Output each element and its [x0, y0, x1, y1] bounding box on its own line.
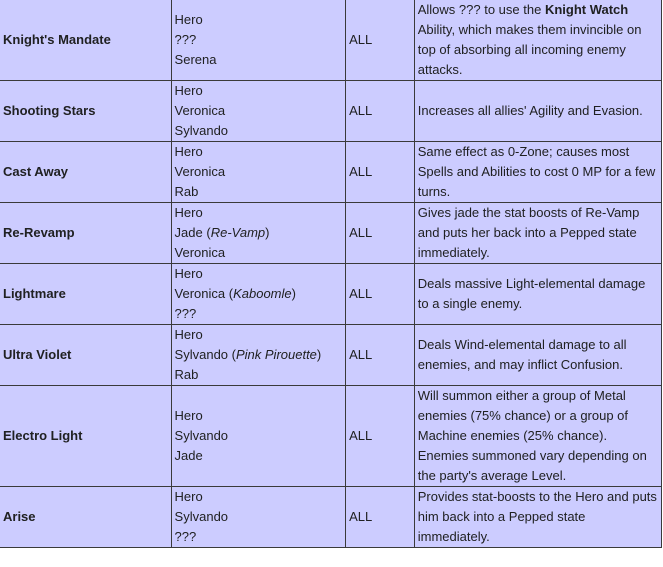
table-row — [0, 264, 662, 325]
effect-text: Deals massive Light-elemental damage to a single enemy. — [417, 276, 646, 311]
party-member: Jade (Re-Vamp) — [174, 225, 270, 240]
target-cell: ALL — [346, 203, 415, 264]
party-member — [175, 142, 343, 162]
party-member — [175, 182, 343, 202]
party-member-name: Veronica — [174, 103, 226, 118]
party-member — [175, 325, 343, 345]
party-member-name: Veronica — [174, 245, 226, 260]
effect-text: Allows ??? to use the — [417, 2, 545, 17]
party-member-ability: Re-Vamp — [210, 225, 266, 240]
party-member — [175, 203, 343, 223]
party-member — [175, 406, 343, 426]
effect-cell — [414, 0, 661, 81]
party-member-name: Sylvando — [174, 123, 229, 138]
party-member — [175, 101, 343, 121]
target-cell: ALL — [346, 325, 415, 386]
party-member: Veronica (Kaboomle) — [174, 286, 296, 301]
party-member-name: Veronica — [174, 286, 226, 301]
pep-power-name: Re-Revamp — [0, 203, 171, 264]
party-member — [175, 243, 343, 263]
party-member — [175, 446, 343, 466]
target-cell: ALL — [346, 264, 415, 325]
party-member — [175, 50, 343, 70]
effect-bold-text: Knight Watch — [544, 2, 629, 17]
effect-text: Increases all allies' Agility and Evasion. — [417, 103, 643, 118]
party-member — [175, 264, 343, 284]
table-row — [0, 0, 662, 81]
party-member-name: Sylvando — [174, 428, 229, 443]
party-member-ability: Pink Pirouette — [235, 347, 317, 362]
effect-cell — [414, 203, 661, 264]
party-member-name: ??? — [174, 32, 197, 47]
party-member — [175, 426, 343, 446]
party-members-cell — [171, 487, 346, 548]
party-member — [175, 527, 343, 547]
party-member-name: Rab — [174, 184, 199, 199]
party-member — [175, 30, 343, 50]
target-cell: ALL — [346, 386, 415, 487]
party-member-name: Hero — [174, 408, 203, 423]
party-member-name: Sylvando — [174, 509, 229, 524]
party-members-cell — [171, 0, 346, 81]
effect-text-rest: Ability, which makes them invincible on top of absorbing all incoming enemy attacks. — [417, 22, 642, 77]
table-row — [0, 203, 662, 264]
party-member-name: ??? — [174, 306, 197, 321]
target-cell: ALL — [346, 487, 415, 548]
party-member-name: Rab — [174, 367, 199, 382]
pep-power-name: Arise — [0, 487, 171, 548]
party-member — [175, 304, 343, 324]
effect-text: Same effect as 0-Zone; causes most Spells and Abilities to cost 0 MP for a few turns. — [417, 144, 656, 199]
party-member-name: Sylvando — [174, 347, 229, 362]
party-member — [175, 162, 343, 182]
party-member-name: Hero — [174, 489, 203, 504]
pep-power-name: Electro Light — [0, 386, 171, 487]
target-cell: ALL — [346, 0, 415, 81]
party-members-cell — [171, 325, 346, 386]
party-members-cell — [171, 264, 346, 325]
party-member — [175, 507, 343, 527]
party-members-cell — [171, 203, 346, 264]
party-member-name: Veronica — [174, 164, 226, 179]
party-member-name: Serena — [174, 52, 217, 67]
effect-cell — [414, 142, 661, 203]
table-row — [0, 325, 662, 386]
party-member-name: Hero — [174, 83, 203, 98]
pep-power-name: Cast Away — [0, 142, 171, 203]
party-members-cell — [171, 142, 346, 203]
party-member-ability: Kaboomle — [233, 286, 292, 301]
effect-cell — [414, 487, 661, 548]
party-member-name: Hero — [174, 205, 203, 220]
pep-power-name: Ultra Violet — [0, 325, 171, 386]
effect-cell — [414, 264, 661, 325]
table-row — [0, 487, 662, 548]
party-members-cell — [171, 386, 346, 487]
party-member-name: ??? — [174, 529, 197, 544]
target-cell: ALL — [346, 142, 415, 203]
party-member-name: Hero — [174, 12, 203, 27]
party-member — [175, 81, 343, 101]
party-member — [175, 121, 343, 141]
party-member-name: Hero — [174, 327, 203, 342]
party-member-name: Jade — [174, 448, 203, 463]
pep-power-name: Lightmare — [0, 264, 171, 325]
party-member-name: Hero — [174, 144, 203, 159]
table-row — [0, 386, 662, 487]
party-member: Sylvando (Pink Pirouette) — [174, 347, 322, 362]
effect-text: Gives jade the stat boosts of Re-Vamp and puts her back into a Pepped state immediately. — [417, 205, 640, 260]
effect-text: Will summon either a group of Metal enemies (75% chance) or a group of Machine enemies (25% chance). Enemies summoned vary depending on the party's average Level. — [417, 388, 647, 483]
pep-power-name: Knight's Mandate — [0, 0, 171, 81]
effect-cell — [414, 386, 661, 487]
party-member-name: Hero — [174, 266, 203, 281]
table-row — [0, 81, 662, 142]
party-members-cell — [171, 81, 346, 142]
effect-text: Deals Wind-elemental damage to all enemies, and may inflict Confusion. — [417, 337, 627, 372]
effect-cell — [414, 81, 661, 142]
party-member — [175, 365, 343, 385]
party-member-name: Jade — [174, 225, 203, 240]
effect-text: Provides stat-boosts to the Hero and puts him back into a Pepped state immediately. — [417, 489, 657, 544]
target-cell: ALL — [346, 81, 415, 142]
effect-cell — [414, 325, 661, 386]
table-row — [0, 142, 662, 203]
party-member — [175, 10, 343, 30]
pep-power-name: Shooting Stars — [0, 81, 171, 142]
party-member — [175, 487, 343, 507]
